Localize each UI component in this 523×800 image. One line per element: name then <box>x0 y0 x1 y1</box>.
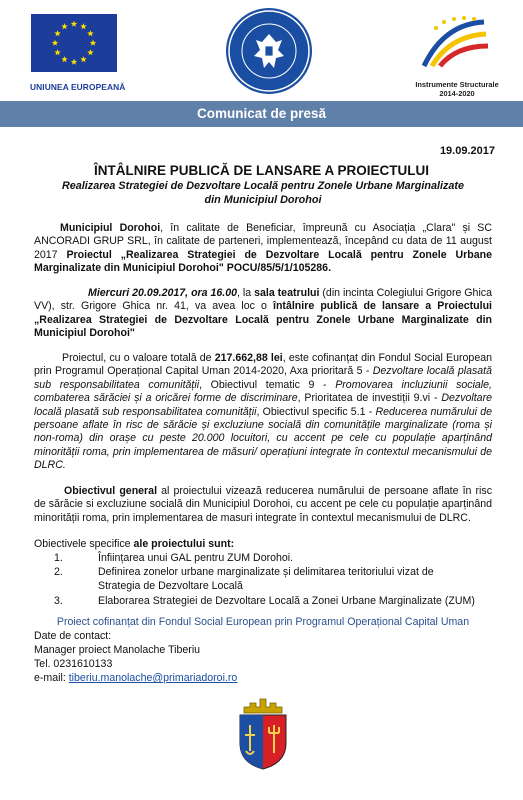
government-seal-logo <box>226 8 312 94</box>
document-title: ÎNTÂLNIRE PUBLICĂ DE LANSARE A PROIECTULUI <box>93 163 429 178</box>
eu-star-icon <box>87 30 93 36</box>
eu-star-icon <box>90 40 96 46</box>
eu-star-icon <box>52 40 58 46</box>
beneficiary-name: Municipiul Dorohoi <box>60 222 161 234</box>
contact-phone: Tel. 0231610133 <box>34 658 113 670</box>
list-item <box>54 595 475 607</box>
struct-caption-line2: 2014-2020 <box>439 89 475 98</box>
eu-star-icon <box>71 59 77 65</box>
p3-text-i: , Obiectivul specific 5.1 - <box>256 405 376 418</box>
list-item-number: 1. <box>54 552 63 564</box>
banner-title: Comunicat de presă <box>196 106 327 121</box>
eu-caption: UNIUNEA EUROPEANĂ <box>30 82 126 92</box>
list-item-text: Elaborarea Strategiei de Dezvoltare Locală a Zonei Urbane Marginalizate (ZUM) <box>98 595 475 607</box>
event-datetime: Miercuri 20.09.2017, ora 16.00 <box>88 287 238 299</box>
p3-text-e: , Obiectivul tematic 9 - <box>199 378 336 391</box>
contact-email-row <box>34 672 237 686</box>
paragraph-intro <box>34 222 492 276</box>
eu-star-icon <box>80 23 86 29</box>
p1-text: , în calitate de Beneficiar, împreună cu Asociația „Clara" și SC ANCORADI GRUP SRL, în calitate de parteneri, implementează, începând cu data de 11 august 2017 <box>34 222 492 261</box>
email-link[interactable]: tiberiu.manolache@primariadoroi.ro <box>68 672 238 684</box>
structural-instruments-icon <box>414 14 492 70</box>
p2-text-b: (din incinta Colegiului Grigore Ghica VV), str. Grigore Ghica nr. 41, va avea loc o <box>34 287 492 313</box>
seal-emblem-icon <box>226 8 312 94</box>
objectives-intro: Obiectivele specifice <box>34 538 134 550</box>
general-objective-text: al proiectului vizează reducerea numărului de persoane aflate în risc de sărăcie si excluziune socială din Municipiul Dorohoi, cu accent pe cele cu populație aparținând minorității roma, prin implementarea de masuri integrate în contextul mecanismului de DLRC. <box>34 485 492 524</box>
contact-manager: Manager proiect Manolache Tiberiu <box>34 644 201 656</box>
project-name: Proiectul „Realizarea Strategiei de Dezvoltare Locală pentru Zonele Urbane Marginalizate din Municipiul Dorohoi" POCU/85/5/1/105286. <box>34 248 492 275</box>
eu-star-icon <box>54 30 60 36</box>
email-label: e-mail: <box>34 672 69 684</box>
objectives-intro-bold: ale proiectului sunt: <box>133 538 235 550</box>
p3-text-c: , este cofinanțat din Fondul Social European prin Programul Operațional Capital Uman 2014-2020, Axa prioritară 5 - <box>34 352 492 378</box>
event-venue: sala teatrului <box>254 287 320 299</box>
dorohoi-coat-of-arms <box>236 695 290 771</box>
eu-star-icon <box>54 49 60 55</box>
structural-instruments-logo <box>414 14 492 70</box>
p3-text-a: Proiectul, cu o valoare totală de <box>62 352 215 364</box>
paragraph-event <box>34 287 492 341</box>
p3-italic-h: Dezvoltare locală plasată sub responsabilitatea comunității <box>34 392 492 418</box>
list-item-number: 3. <box>54 595 63 607</box>
contact-heading: Date de contact: <box>34 630 112 642</box>
list-item <box>54 552 293 564</box>
list-item-number: 2. <box>54 566 63 578</box>
list-item <box>54 566 434 578</box>
document-date: 19.09.2017 <box>439 145 495 157</box>
eu-star-icon <box>61 56 67 62</box>
eu-stars-icon <box>31 14 117 72</box>
coat-of-arms-icon <box>236 695 290 771</box>
eu-flag-logo <box>31 14 117 72</box>
event-description: întâlnire publică de lansare a Proiectului „Realizarea Strategiei de Dezvoltare Locală pentru Zonele Urbane Marginalizate din Municipiul Dorohoi" <box>34 300 492 340</box>
p3-italic-j: Reducerea numărului de persoane aflate în risc de sărăcie și excluziune socială din comunitățile marginalizate (roma și non-roma) din orașe cu peste 20.000 locuitori, cu accent pe cele cu populație aparținând minorității roma, prin implementarea de măsuri/ operațiuni integrate în contextul mecanismului de DLRC. <box>34 405 492 472</box>
eu-star-icon <box>71 21 77 27</box>
specific-objectives-heading <box>34 538 234 550</box>
list-item-text: Înființarea unui GAL pentru ZUM Dorohoi. <box>98 552 294 564</box>
struct-caption-line1: Instrumente Structurale <box>415 80 499 89</box>
funding-note: Proiect cofinanțat din Fondul Social European prin Programul Operațional Capital Uman <box>56 616 470 628</box>
p3-italic-d: Dezvoltare locală plasată sub responsabilitatea comunității <box>34 365 492 391</box>
structural-instruments-caption <box>402 80 512 98</box>
document-subtitle: Realizarea Strategiei de Dezvoltare Locală pentru Zonele Urbane Marginalizate din Municipiul Dorohoi <box>61 180 464 206</box>
p3-text-g: , Prioritatea de investiții 9.vi - <box>297 392 442 405</box>
list-item-continuation: Strategia de Dezvoltare Locală <box>98 580 243 592</box>
paragraph-general-objective <box>34 485 492 525</box>
project-value: 217.662,88 lei <box>214 352 283 364</box>
p3-italic-f: Promovarea incluziunii sociale, combaterea sărăciei și a oricărei forme de discriminare <box>34 378 492 405</box>
eu-star-icon <box>61 23 67 29</box>
list-item-text: Definirea zonelor urbane marginalizate și delimitarea teritoriului vizat de <box>98 566 434 578</box>
paragraph-funding-details <box>34 352 492 473</box>
general-objective-label: Obiectivul general <box>64 485 158 497</box>
eu-star-icon <box>87 49 93 55</box>
p2-text-a: , la <box>237 287 255 299</box>
eu-star-icon <box>80 56 86 62</box>
